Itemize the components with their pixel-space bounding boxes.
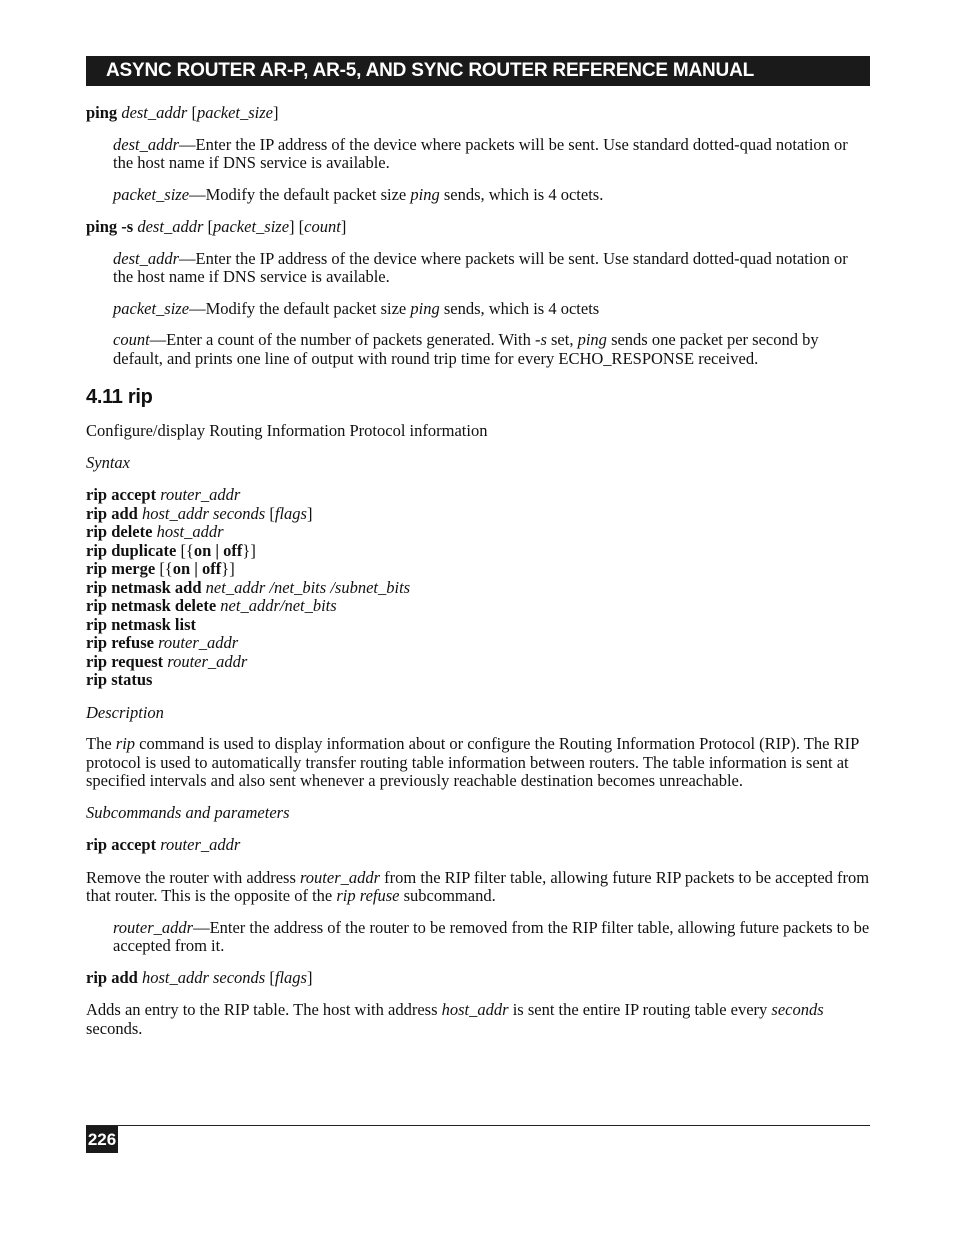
subcommands-label: Subcommands and parameters bbox=[86, 802, 290, 822]
subcommand-heading bbox=[86, 969, 870, 988]
bracket: [ bbox=[265, 967, 275, 987]
inline-command: rip refuse bbox=[336, 886, 400, 905]
param-term: count bbox=[113, 330, 150, 349]
body-text: from the RIP filter table, allowing future RIP packets to be accepted from that router. This is the opposite of the bbox=[86, 867, 870, 905]
command-name: rip add bbox=[86, 967, 138, 987]
param-text: —Enter the address of the router to be removed from the RIP filter table, allowing future packets to be accepted from it. bbox=[113, 917, 870, 955]
body-text: The bbox=[86, 734, 116, 753]
bracket: ] bbox=[340, 217, 347, 236]
subcommand-description bbox=[86, 869, 870, 906]
argument: net_addr /net_bits /subnet_bits bbox=[201, 577, 411, 597]
param-description bbox=[113, 136, 870, 173]
bracket: ] bbox=[306, 503, 313, 523]
argument: router_addr bbox=[299, 867, 381, 887]
ping-s-syntax bbox=[86, 218, 870, 237]
syntax-line bbox=[86, 486, 870, 505]
argument: flags bbox=[274, 967, 307, 987]
param-description bbox=[113, 919, 870, 956]
syntax-line bbox=[86, 616, 870, 635]
command-name: rip netmask list bbox=[86, 614, 197, 634]
syntax-list bbox=[86, 486, 870, 690]
command-name: rip netmask delete bbox=[86, 596, 217, 615]
description-text bbox=[86, 735, 870, 791]
argument: host_addr bbox=[152, 522, 224, 541]
bracket: }] bbox=[221, 559, 235, 578]
syntax-line bbox=[86, 523, 870, 542]
bracket: ] bbox=[306, 967, 313, 987]
argument: packet_size bbox=[212, 217, 290, 236]
argument: host_addr seconds bbox=[137, 967, 266, 987]
param-term: packet_size bbox=[113, 298, 190, 318]
argument: packet_size bbox=[196, 103, 273, 122]
argument: router_addr bbox=[163, 651, 248, 671]
option-values: on | off bbox=[172, 559, 222, 578]
command-name: ping -s bbox=[86, 217, 134, 236]
syntax-label: Syntax bbox=[86, 452, 130, 472]
command-name: rip merge bbox=[86, 559, 156, 578]
argument: host_addr bbox=[441, 1000, 509, 1019]
running-header: ASYNC ROUTER AR-P, AR-5, AND SYNC ROUTER REFERENCE MANUAL bbox=[86, 56, 870, 86]
syntax-line bbox=[86, 653, 870, 672]
section-heading: 4.11 rip bbox=[86, 386, 153, 408]
inline-command: ping bbox=[410, 184, 440, 204]
body-text: Adds an entry to the RIP table. The host with address bbox=[86, 1000, 442, 1019]
command-name: ping bbox=[86, 103, 118, 122]
syntax-line bbox=[86, 597, 870, 616]
syntax-line bbox=[86, 579, 870, 598]
command-name: rip accept bbox=[86, 485, 157, 504]
command-name: rip delete bbox=[86, 522, 153, 541]
param-term: dest_addr bbox=[113, 248, 179, 268]
bracket: ] [ bbox=[289, 217, 305, 236]
argument: router_addr bbox=[156, 485, 241, 504]
syntax-line bbox=[86, 634, 870, 653]
description-label: Description bbox=[86, 702, 164, 722]
body-text: Remove the router with address bbox=[86, 867, 300, 887]
inline-command: ping bbox=[410, 298, 440, 318]
bracket: [ bbox=[265, 503, 275, 523]
param-text: sends one packet per second by default, and prints one line of output with round trip time for every ECHO_RESPONSE received. bbox=[113, 330, 819, 368]
param-term: packet_size bbox=[113, 184, 190, 204]
param-text: —Enter a count of the number of packets generated. With bbox=[149, 330, 535, 349]
param-term: router_addr bbox=[113, 917, 194, 937]
argument: flags bbox=[274, 503, 307, 523]
option-values: on | off bbox=[193, 540, 243, 560]
inline-command: rip bbox=[115, 734, 136, 753]
command-name: rip duplicate bbox=[86, 540, 177, 560]
argument: host_addr seconds bbox=[137, 503, 266, 523]
param-text: —Enter the IP address of the device where packets will be sent. Use standard dotted-quad notation or the host name if DNS service is available. bbox=[113, 248, 848, 286]
param-description bbox=[113, 250, 870, 287]
param-text: —Modify the default packet size bbox=[189, 298, 411, 318]
param-text: set, bbox=[546, 330, 578, 349]
param-text: sends, which is 4 octets bbox=[439, 298, 600, 318]
param-text: —Modify the default packet size bbox=[189, 184, 411, 204]
argument: dest_addr bbox=[121, 103, 188, 122]
subcommand-heading bbox=[86, 836, 870, 855]
bracket: }] bbox=[242, 540, 256, 560]
param-term: dest_addr bbox=[113, 134, 179, 154]
bracket: [{ bbox=[155, 559, 173, 578]
body-text: seconds. bbox=[86, 1018, 143, 1038]
argument: router_addr bbox=[156, 835, 241, 854]
page-content bbox=[86, 104, 870, 1038]
param-description bbox=[113, 331, 870, 368]
param-description bbox=[113, 186, 870, 205]
param-text: sends, which is 4 octets. bbox=[439, 184, 604, 204]
argument: count bbox=[304, 217, 341, 236]
bracket: ] bbox=[273, 103, 279, 122]
param-description bbox=[113, 300, 870, 319]
command-name: rip refuse bbox=[86, 633, 154, 652]
argument: seconds bbox=[771, 1000, 824, 1019]
ping-syntax bbox=[86, 104, 870, 123]
command-name: rip netmask add bbox=[86, 577, 202, 597]
command-name: rip accept bbox=[86, 835, 157, 854]
bracket: [{ bbox=[176, 540, 194, 560]
footer-rule bbox=[86, 1125, 870, 1126]
syntax-line bbox=[86, 542, 870, 561]
param-text: —Enter the IP address of the device where packets will be sent. Use standard dotted-quad notation or the host name if DNS service is available. bbox=[113, 134, 848, 172]
body-text: command is used to display information about or configure the Routing Information Protocol (RIP). The RIP protocol is used to automatically transfer routing table information between routers. The table information is sent at specified intervals and also sent whenever a previously reachable destination becomes unreachable. bbox=[86, 734, 859, 790]
argument: dest_addr bbox=[137, 217, 204, 236]
inline-flag: -s bbox=[534, 330, 547, 349]
body-text: is sent the entire IP routing table every bbox=[508, 1000, 772, 1019]
body-text: subcommand. bbox=[399, 886, 496, 905]
bracket: [ bbox=[203, 217, 213, 236]
section-intro: Configure/display Routing Information Protocol information bbox=[86, 421, 488, 440]
command-name: rip status bbox=[86, 670, 153, 689]
bracket: [ bbox=[187, 103, 197, 122]
command-name: rip add bbox=[86, 503, 138, 523]
page-number: 226 bbox=[86, 1126, 118, 1153]
command-name: rip request bbox=[86, 651, 164, 671]
syntax-line bbox=[86, 560, 870, 579]
syntax-line bbox=[86, 671, 870, 690]
argument: net_addr/net_bits bbox=[216, 596, 337, 615]
inline-command: ping bbox=[577, 330, 607, 349]
subcommand-description bbox=[86, 1001, 870, 1038]
syntax-line bbox=[86, 505, 870, 524]
argument: router_addr bbox=[153, 633, 239, 652]
